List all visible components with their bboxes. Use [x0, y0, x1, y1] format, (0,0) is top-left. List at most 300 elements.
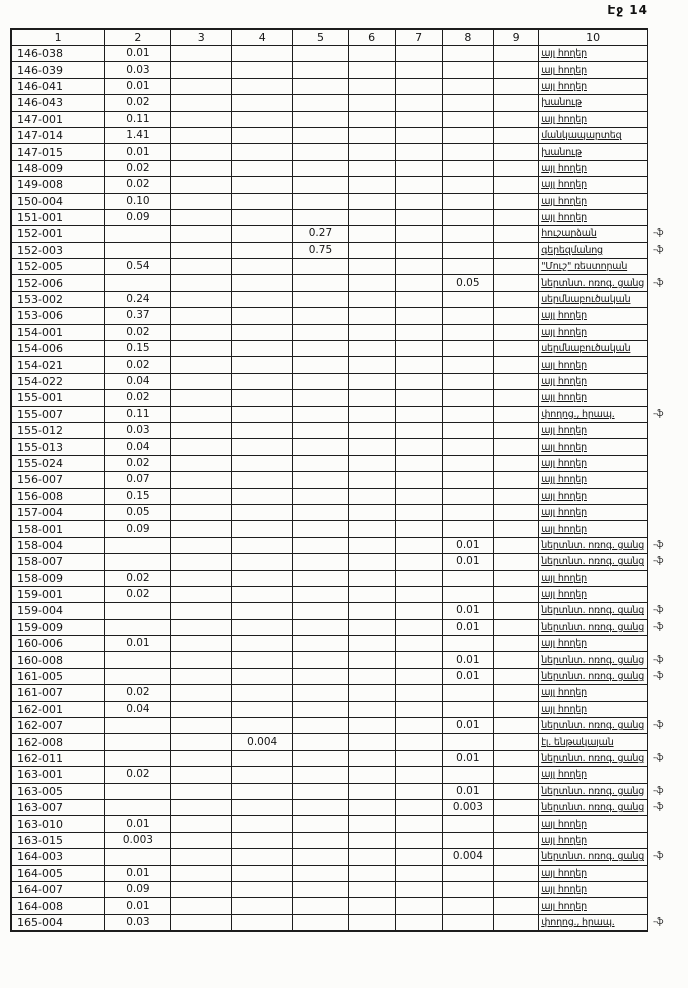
page-number-label: Էջ 14	[607, 3, 648, 17]
value-cell	[348, 62, 395, 78]
value-cell	[442, 324, 494, 340]
value-cell	[293, 455, 348, 471]
value-cell	[293, 718, 348, 734]
value-cell	[442, 881, 494, 897]
value-cell	[171, 341, 232, 357]
land-use-label: ներտնտ. ոռոգ. ցանց	[541, 785, 645, 797]
value-cell	[494, 849, 539, 865]
value-cell	[171, 373, 232, 389]
value-cell: 0.04	[105, 439, 171, 455]
value-cell	[105, 668, 171, 684]
value-cell	[171, 111, 232, 127]
value-cell	[395, 144, 442, 160]
value-cell	[171, 799, 232, 815]
parcel-code-cell: 158-009	[11, 570, 105, 586]
value-cell	[442, 177, 494, 193]
value-cell	[171, 78, 232, 94]
value-cell	[395, 177, 442, 193]
table-row	[11, 865, 687, 881]
value-cell	[293, 554, 348, 570]
margin-note	[648, 685, 687, 701]
value-cell	[105, 718, 171, 734]
value-cell: 0.04	[105, 701, 171, 717]
value-cell	[293, 177, 348, 193]
value-cell	[348, 472, 395, 488]
value-cell	[293, 832, 348, 848]
value-cell	[494, 406, 539, 422]
value-cell	[395, 226, 442, 242]
value-cell	[348, 373, 395, 389]
table-row	[11, 439, 687, 455]
value-cell	[348, 636, 395, 652]
margin-note	[648, 898, 687, 914]
value-cell	[348, 537, 395, 553]
value-cell	[348, 734, 395, 750]
land-use-cell	[539, 275, 648, 291]
table-header-row	[11, 29, 687, 46]
value-cell	[171, 46, 232, 62]
land-use-label: ներտնտ. ոռոգ. ցանց	[541, 720, 645, 732]
value-cell	[494, 111, 539, 127]
value-cell: 0.27	[293, 226, 348, 242]
parcel-code-cell: 161-005	[11, 668, 105, 684]
land-use-cell	[539, 668, 648, 684]
land-use-label: այլ հողեր	[541, 392, 587, 404]
land-use-label: այլ հողեր	[541, 64, 587, 76]
value-cell	[232, 783, 293, 799]
land-use-label: գերեզմանոց	[541, 244, 603, 256]
value-cell	[232, 865, 293, 881]
table-row	[11, 127, 687, 143]
value-cell	[171, 226, 232, 242]
table-row	[11, 603, 687, 619]
value-cell	[494, 767, 539, 783]
value-cell	[232, 898, 293, 914]
value-cell	[293, 209, 348, 225]
land-use-label: այլ հողեր	[541, 359, 587, 371]
margin-note	[648, 390, 687, 406]
value-cell	[348, 390, 395, 406]
value-cell	[171, 160, 232, 176]
value-cell	[171, 718, 232, 734]
parcel-code-cell: 146-043	[11, 95, 105, 111]
value-cell	[171, 259, 232, 275]
value-cell	[494, 275, 539, 291]
value-cell	[232, 701, 293, 717]
value-cell	[105, 750, 171, 766]
parcel-code-cell: 162-011	[11, 750, 105, 766]
value-cell	[293, 767, 348, 783]
land-use-label: մանկապարտեզ	[541, 130, 622, 142]
value-cell	[171, 750, 232, 766]
value-cell	[395, 341, 442, 357]
land-use-label: այլ հողեր	[541, 179, 587, 191]
value-cell	[494, 718, 539, 734]
parcel-code-cell: 156-007	[11, 472, 105, 488]
value-cell	[232, 668, 293, 684]
land-use-label: այլ հողեր	[541, 884, 587, 896]
land-use-cell	[539, 160, 648, 176]
table-row	[11, 701, 687, 717]
value-cell	[171, 832, 232, 848]
land-use-cell	[539, 62, 648, 78]
value-cell	[494, 209, 539, 225]
value-cell: 0.01	[105, 816, 171, 832]
value-cell	[348, 849, 395, 865]
margin-note	[648, 586, 687, 602]
parcel-code-cell: 163-001	[11, 767, 105, 783]
value-cell	[348, 144, 395, 160]
land-use-label: այլ հողեր	[541, 425, 587, 437]
value-cell	[232, 390, 293, 406]
land-use-cell	[539, 193, 648, 209]
margin-note: -ֆ	[653, 556, 664, 567]
value-cell	[348, 406, 395, 422]
table-row	[11, 586, 687, 602]
land-use-label: այլ հողեր	[541, 490, 587, 502]
land-use-cell	[539, 701, 648, 717]
value-cell: 0.02	[105, 95, 171, 111]
land-use-cell	[539, 357, 648, 373]
value-cell	[171, 275, 232, 291]
value-cell	[494, 898, 539, 914]
value-cell	[348, 46, 395, 62]
value-cell	[395, 357, 442, 373]
parcel-code-cell: 157-004	[11, 504, 105, 520]
value-cell	[442, 586, 494, 602]
parcel-code-cell: 163-007	[11, 799, 105, 815]
value-cell	[293, 160, 348, 176]
parcel-code-cell: 164-005	[11, 865, 105, 881]
land-use-cell	[539, 291, 648, 307]
value-cell	[395, 898, 442, 914]
margin-note	[648, 357, 687, 373]
value-cell: 0.004	[442, 849, 494, 865]
value-cell	[442, 767, 494, 783]
parcel-code-cell: 165-004	[11, 914, 105, 931]
parcel-code-cell: 148-009	[11, 160, 105, 176]
value-cell	[348, 504, 395, 520]
value-cell	[232, 849, 293, 865]
land-use-cell	[539, 406, 648, 422]
value-cell	[395, 373, 442, 389]
table-row	[11, 652, 687, 668]
table-row	[11, 209, 687, 225]
land-use-cell	[539, 799, 648, 815]
value-cell	[293, 783, 348, 799]
value-cell	[171, 324, 232, 340]
value-cell	[348, 750, 395, 766]
value-cell	[395, 570, 442, 586]
column-header: 2	[105, 29, 171, 46]
value-cell	[232, 718, 293, 734]
parcel-code-cell: 162-008	[11, 734, 105, 750]
value-cell	[348, 799, 395, 815]
value-cell	[494, 685, 539, 701]
land-use-cell	[539, 226, 648, 242]
value-cell: 0.01	[105, 144, 171, 160]
land-use-cell	[539, 521, 648, 537]
value-cell	[442, 734, 494, 750]
value-cell	[395, 291, 442, 307]
land-use-cell	[539, 603, 648, 619]
value-cell	[232, 373, 293, 389]
land-use-label: այլ հողեր	[541, 589, 587, 601]
value-cell	[442, 816, 494, 832]
value-cell	[171, 619, 232, 635]
value-cell	[494, 226, 539, 242]
value-cell: 0.03	[105, 62, 171, 78]
value-cell: 0.02	[105, 767, 171, 783]
land-use-label: ներտնտ. ոռոգ. ցանց	[541, 752, 645, 764]
value-cell	[442, 636, 494, 652]
margin-note	[648, 259, 687, 275]
value-cell	[494, 750, 539, 766]
value-cell	[348, 570, 395, 586]
value-cell: 0.003	[442, 799, 494, 815]
land-use-cell	[539, 898, 648, 914]
margin-note: -ֆ	[653, 228, 664, 239]
value-cell	[348, 357, 395, 373]
value-cell: 0.01	[105, 865, 171, 881]
table-row	[11, 111, 687, 127]
value-cell	[232, 46, 293, 62]
land-use-cell	[539, 734, 648, 750]
value-cell	[171, 603, 232, 619]
land-use-label: այլ հողեր	[541, 326, 587, 338]
value-cell	[232, 406, 293, 422]
margin-note: -ֆ	[653, 671, 664, 682]
table-row	[11, 718, 687, 734]
column-header: 1	[11, 29, 105, 46]
table-row	[11, 177, 687, 193]
value-cell	[348, 226, 395, 242]
value-cell	[442, 865, 494, 881]
margin-note	[648, 78, 687, 94]
value-cell	[232, 455, 293, 471]
value-cell	[171, 554, 232, 570]
value-cell	[105, 554, 171, 570]
land-use-label: այլ հողեր	[541, 162, 587, 174]
parcel-code-cell: 159-009	[11, 619, 105, 635]
value-cell	[395, 668, 442, 684]
value-cell	[293, 586, 348, 602]
value-cell	[348, 668, 395, 684]
land-use-label: այլ հողեր	[541, 80, 587, 92]
value-cell: 0.02	[105, 177, 171, 193]
land-use-cell	[539, 652, 648, 668]
margin-note	[648, 422, 687, 438]
value-cell	[494, 390, 539, 406]
table-row	[11, 504, 687, 520]
land-use-label: այլ հողեր	[541, 703, 587, 715]
value-cell	[232, 324, 293, 340]
land-use-label: այլ հողեր	[541, 638, 587, 650]
table-row	[11, 537, 687, 553]
land-use-label: ներտնտ. ոռոգ. ցանց	[541, 539, 645, 551]
value-cell	[442, 390, 494, 406]
land-use-cell	[539, 127, 648, 143]
value-cell	[395, 78, 442, 94]
parcel-code-cell: 163-015	[11, 832, 105, 848]
value-cell: 0.02	[105, 586, 171, 602]
value-cell	[442, 472, 494, 488]
land-use-label: այլ հողեր	[541, 212, 587, 224]
value-cell	[232, 472, 293, 488]
margin-note	[648, 439, 687, 455]
value-cell	[293, 62, 348, 78]
value-cell: 0.01	[442, 718, 494, 734]
value-cell	[348, 816, 395, 832]
value-cell	[395, 750, 442, 766]
value-cell	[442, 62, 494, 78]
value-cell	[232, 488, 293, 504]
value-cell	[442, 898, 494, 914]
value-cell	[348, 242, 395, 258]
value-cell	[395, 209, 442, 225]
land-use-label: "Մուշ" ռեստորան	[541, 261, 628, 273]
value-cell: 0.01	[442, 750, 494, 766]
land-use-label: այլ հողեր	[541, 474, 587, 486]
value-cell	[395, 275, 442, 291]
value-cell	[494, 62, 539, 78]
parcel-code-cell: 146-041	[11, 78, 105, 94]
table-row	[11, 46, 687, 62]
land-use-cell	[539, 636, 648, 652]
value-cell	[293, 537, 348, 553]
value-cell	[293, 193, 348, 209]
margin-note	[648, 341, 687, 357]
margin-note	[648, 291, 687, 307]
column-header: 3	[171, 29, 232, 46]
parcel-code-cell: 160-008	[11, 652, 105, 668]
parcel-code-cell: 159-001	[11, 586, 105, 602]
land-use-cell	[539, 865, 648, 881]
value-cell	[395, 586, 442, 602]
land-use-label: ներտնտ. ոռոգ. ցանց	[541, 605, 645, 617]
value-cell	[348, 914, 395, 931]
table-row	[11, 324, 687, 340]
land-use-cell	[539, 619, 648, 635]
margin-note	[648, 160, 687, 176]
land-use-cell	[539, 422, 648, 438]
value-cell	[348, 488, 395, 504]
parcel-code-cell: 155-024	[11, 455, 105, 471]
value-cell	[232, 193, 293, 209]
value-cell	[494, 127, 539, 143]
table-row	[11, 619, 687, 635]
value-cell	[348, 177, 395, 193]
value-cell	[395, 832, 442, 848]
value-cell	[232, 177, 293, 193]
value-cell	[348, 193, 395, 209]
margin-note	[648, 144, 687, 160]
value-cell	[494, 324, 539, 340]
value-cell	[442, 439, 494, 455]
land-use-label: ներտնտ. ոռոգ. ցանց	[541, 802, 645, 814]
value-cell	[293, 865, 348, 881]
value-cell	[494, 701, 539, 717]
value-cell	[395, 652, 442, 668]
value-cell	[171, 570, 232, 586]
land-use-cell	[539, 832, 648, 848]
value-cell	[442, 259, 494, 275]
value-cell	[442, 226, 494, 242]
value-cell	[171, 767, 232, 783]
table-row	[11, 849, 687, 865]
value-cell	[171, 422, 232, 438]
value-cell: 0.01	[442, 619, 494, 635]
parcel-code-cell: 155-007	[11, 406, 105, 422]
table-row	[11, 275, 687, 291]
table-row	[11, 308, 687, 324]
parcel-code-cell: 154-006	[11, 341, 105, 357]
column-header: 9	[494, 29, 539, 46]
value-cell	[395, 734, 442, 750]
value-cell	[442, 193, 494, 209]
value-cell	[494, 160, 539, 176]
parcel-code-cell: 155-012	[11, 422, 105, 438]
value-cell	[171, 455, 232, 471]
value-cell	[442, 455, 494, 471]
table-row	[11, 144, 687, 160]
land-use-cell	[539, 849, 648, 865]
parcel-code-cell: 152-001	[11, 226, 105, 242]
value-cell	[395, 439, 442, 455]
value-cell	[232, 127, 293, 143]
value-cell	[293, 701, 348, 717]
table-row	[11, 291, 687, 307]
margin-note: -ֆ	[653, 851, 664, 862]
parcel-code-cell: 153-006	[11, 308, 105, 324]
land-use-cell	[539, 570, 648, 586]
parcel-code-cell: 151-001	[11, 209, 105, 225]
land-use-label: ներտնտ. ոռոգ. ցանց	[541, 851, 645, 863]
margin-note	[648, 324, 687, 340]
margin-note	[648, 816, 687, 832]
land-use-cell	[539, 46, 648, 62]
land-use-cell	[539, 586, 648, 602]
value-cell	[105, 226, 171, 242]
parcel-code-cell: 154-001	[11, 324, 105, 340]
value-cell	[348, 324, 395, 340]
value-cell	[171, 685, 232, 701]
value-cell	[171, 783, 232, 799]
value-cell	[348, 455, 395, 471]
value-cell	[232, 242, 293, 258]
parcel-code-cell: 152-005	[11, 259, 105, 275]
margin-note: -ֆ	[653, 785, 664, 796]
land-use-cell	[539, 259, 648, 275]
land-use-cell	[539, 95, 648, 111]
value-cell	[494, 799, 539, 815]
value-cell	[348, 652, 395, 668]
land-use-cell	[539, 767, 648, 783]
value-cell	[232, 95, 293, 111]
value-cell	[494, 881, 539, 897]
value-cell	[232, 78, 293, 94]
value-cell	[232, 259, 293, 275]
value-cell	[171, 537, 232, 553]
land-use-cell	[539, 341, 648, 357]
value-cell	[293, 668, 348, 684]
value-cell	[293, 111, 348, 127]
value-cell	[494, 242, 539, 258]
margin-note	[648, 62, 687, 78]
table-row	[11, 422, 687, 438]
land-use-cell	[539, 373, 648, 389]
value-cell	[348, 554, 395, 570]
